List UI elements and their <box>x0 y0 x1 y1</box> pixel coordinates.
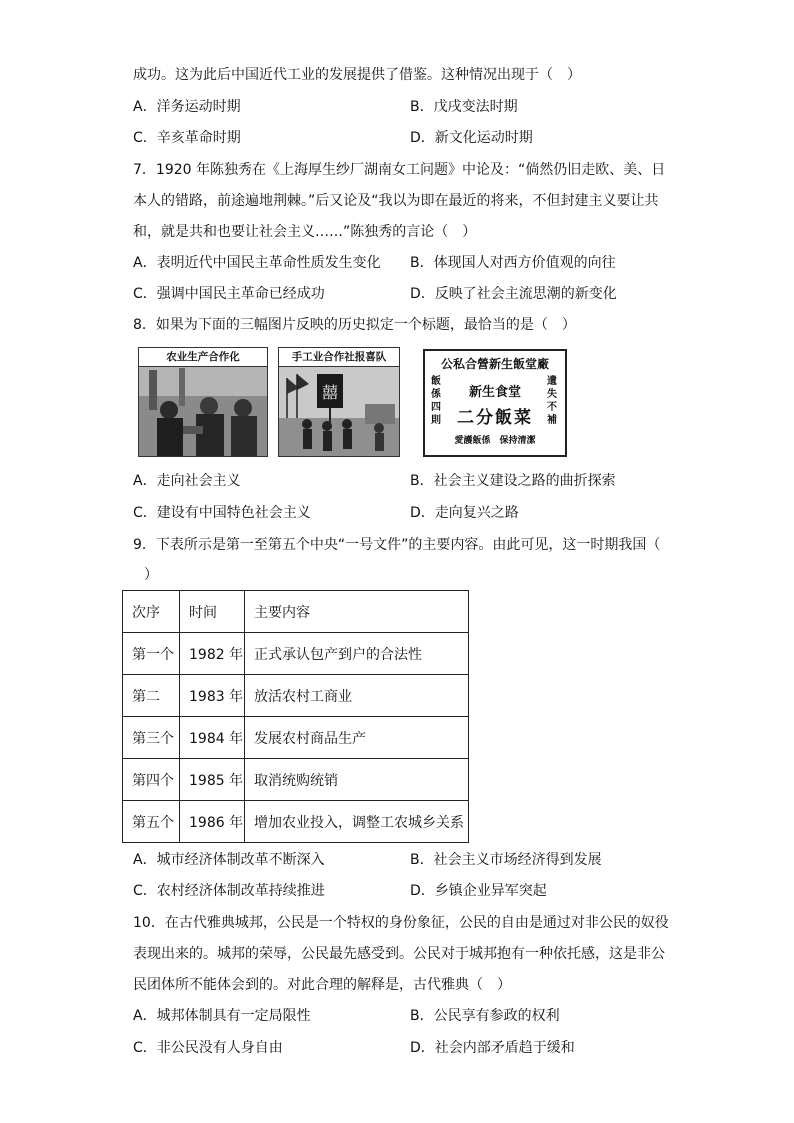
q10-stem-line1: 10．在古代雅典城邦，公民是一个特权的身份象征，公民的自由是通过对非公民的奴役 <box>133 915 669 931</box>
photo2-caption: 手工业合作社报喜队 <box>279 348 399 367</box>
table-cell: 第三个 <box>123 717 180 759</box>
q9-option-a: A．城市经济体制改革不断深入 <box>133 852 325 868</box>
q7-option-c: C．强调中国民主革命已经成功 <box>133 286 325 302</box>
table-row <box>123 801 469 843</box>
q10-option-c: C．非公民没有人身自由 <box>133 1040 283 1056</box>
table-cell: 第一个 <box>123 633 180 675</box>
table-cell: 第四个 <box>123 759 180 801</box>
table-cell: 增加农业投入，调整工农城乡关系 <box>245 801 469 843</box>
q6-option-b: B．戊戌变法时期 <box>410 99 518 115</box>
q7-stem-line1: 7．1920 年陈独秀在《上海厚生纱厂湖南女工问题》中论及：“倘然仍旧走欧、美、日 <box>133 162 666 178</box>
q8-stem: 8．如果为下面的三幅图片反映的历史拟定一个标题，最恰当的是（ ） <box>133 317 576 333</box>
ticket-title: 公私合營新生飯堂廠 <box>440 357 549 371</box>
ticket-left-note: 飯係四則 <box>431 376 441 426</box>
canteen-meal-ticket <box>423 349 567 457</box>
table-header-cell: 次序 <box>123 591 180 633</box>
q9-option-b: B．社会主义市场经济得到发展 <box>410 852 602 868</box>
ticket-bottom-note: 愛護飯係 保持清潔 <box>454 436 536 446</box>
q9-option-c: C．农村经济体制改革持续推进 <box>133 883 325 899</box>
table-row <box>123 633 469 675</box>
table-cell: 1986 年 <box>180 801 245 843</box>
q7-stem-line2: 本人的错路，前途遍地荆棘。”后又论及“我以为即在最近的将来，不但封建主义要让共 <box>133 193 659 209</box>
q6-stem-tail: 成功。这为此后中国近代工业的发展提供了借鉴。这种情况出现于（ ） <box>133 67 581 83</box>
table-cell: 1985 年 <box>180 759 245 801</box>
q7-stem-line3: 和，就是共和也要让社会主义……”陈独秀的言论（ ） <box>133 224 477 240</box>
ticket-subtitle: 新生食堂 <box>468 385 521 400</box>
q10-option-b: B．公民享有参政的权利 <box>410 1008 560 1024</box>
q9-option-d: D．乡镇企业异军突起 <box>410 883 547 899</box>
q10-option-a: A．城邦体制具有一定局限性 <box>133 1008 311 1024</box>
q7-option-a: A．表明近代中国民主革命性质发生变化 <box>133 255 381 271</box>
q10-stem-line2: 表现出来的。城邦的荣辱，公民最先感受到。公民对于城邦抱有一种依托感，这是非公 <box>133 946 665 962</box>
q8-option-a: A．走向社会主义 <box>133 473 241 489</box>
table-header-cell: 主要内容 <box>245 591 469 633</box>
q10-option-d: D．社会内部矛盾趋于缓和 <box>410 1040 575 1056</box>
photo-agricultural-cooperative <box>138 347 268 457</box>
table-cell: 发展农村商品生产 <box>245 717 469 759</box>
table-cell: 正式承认包产到户的合法性 <box>245 633 469 675</box>
banner-xi-character: 囍 <box>321 383 339 402</box>
q7-option-d: D．反映了社会主流思潮的新变化 <box>410 286 617 302</box>
table-cell: 取消统购统销 <box>245 759 469 801</box>
table-row <box>123 675 469 717</box>
ticket-right-note: 遺失不補 <box>547 376 557 426</box>
q10-stem-line3: 民团体所不能体会到的。对此合理的解释是，古代雅典（ ） <box>133 977 511 993</box>
table-cell: 1984 年 <box>180 717 245 759</box>
table-header-row <box>123 591 469 633</box>
photo1-caption: 农业生产合作化 <box>139 348 267 367</box>
table-cell: 1982 年 <box>180 633 245 675</box>
q8-option-d: D．走向复兴之路 <box>410 505 519 521</box>
document-policy-table <box>122 590 469 843</box>
table-row <box>123 717 469 759</box>
table-cell: 放活农村工商业 <box>245 675 469 717</box>
q7-option-b: B．体现国人对西方价值观的向往 <box>410 255 616 271</box>
table-cell: 第五个 <box>123 801 180 843</box>
ticket-main-text: 二分飯菜 <box>457 408 533 428</box>
q6-option-c: C．辛亥革命时期 <box>133 130 241 146</box>
table-cell: 第二 <box>123 675 180 717</box>
q8-option-b: B．社会主义建设之路的曲折探索 <box>410 473 616 489</box>
table-row <box>123 759 469 801</box>
photo-handicraft-cooperative <box>278 347 400 457</box>
q6-option-d: D．新文化运动时期 <box>410 130 533 146</box>
q9-stem-line1: 9．下表所示是第一至第五个中央“一号文件”的主要内容。由此可见，这一时期我国（ <box>133 537 661 553</box>
q6-option-a: A．洋务运动时期 <box>133 99 241 115</box>
q9-stem-line2: ） <box>144 567 158 583</box>
table-cell: 1983 年 <box>180 675 245 717</box>
q8-option-c: C．建设有中国特色社会主义 <box>133 505 311 521</box>
table-header-cell: 时间 <box>180 591 245 633</box>
